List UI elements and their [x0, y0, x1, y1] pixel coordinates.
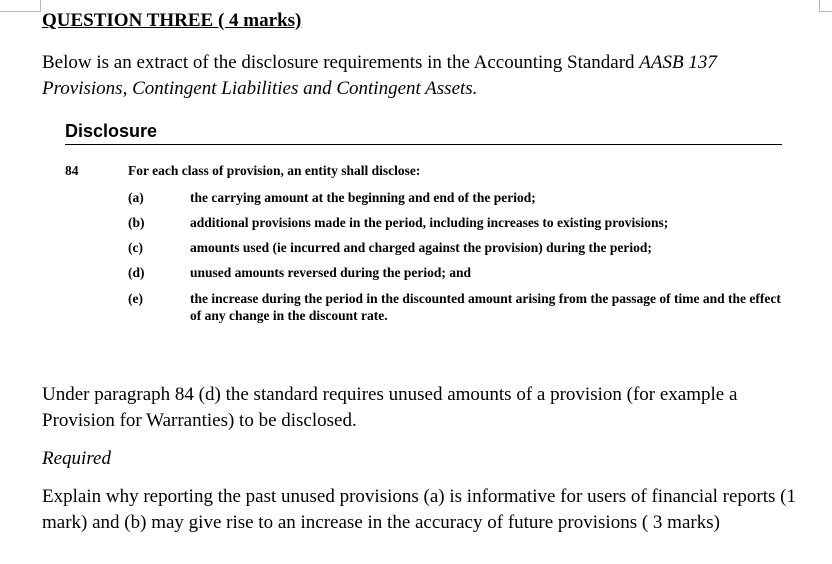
list-item-label: (a) [128, 190, 144, 205]
list-item-label: (e) [128, 291, 143, 306]
question-title: QUESTION THREE ( 4 marks) [42, 10, 302, 31]
list-item-text: additional provisions made in the period, including increases to existing provisions; [190, 215, 669, 230]
list-item-text: unused amounts reversed during the period; and [190, 265, 472, 280]
list-item-text: amounts used (ie incurred and charged against the provision) during the period; [190, 240, 652, 255]
crop-mark-top-left [0, 0, 41, 12]
paragraph-number: 84 [65, 163, 79, 178]
crop-mark-top-right [819, 0, 832, 12]
list-item-label: (c) [128, 240, 143, 255]
disclosure-heading: Disclosure [65, 121, 782, 145]
intro-text: Below is an extract of the disclosure requirements in the Accounting Standard [42, 52, 640, 73]
context-paragraph: Under paragraph 84 (d) the standard requires unused amounts of a provision (for example a Provision for Warranties) to be disclosed. [42, 384, 738, 431]
intro-paragraph [42, 50, 802, 102]
list-item-label: (b) [128, 215, 145, 230]
list-item-text: the carrying amount at the beginning and end of the period; [190, 190, 536, 205]
standard-name: AASB 137 Provisions, Contingent Liabilities and Contingent Assets. [42, 52, 717, 99]
list-item-label: (d) [128, 265, 145, 280]
task-paragraph: Explain why reporting the past unused provisions (a) is informative for users of financial reports (1 mark) and (b) may give rise to an increase in the accuracy of future provisions ( 3 marks) [42, 486, 797, 533]
paragraph-lead: For each class of provision, an entity shall disclose: [128, 163, 421, 178]
required-label: Required [42, 448, 111, 469]
list-item-text: the increase during the period in the discounted amount arising from the passage of time and the effect of any change in the discount rate. [190, 291, 781, 323]
